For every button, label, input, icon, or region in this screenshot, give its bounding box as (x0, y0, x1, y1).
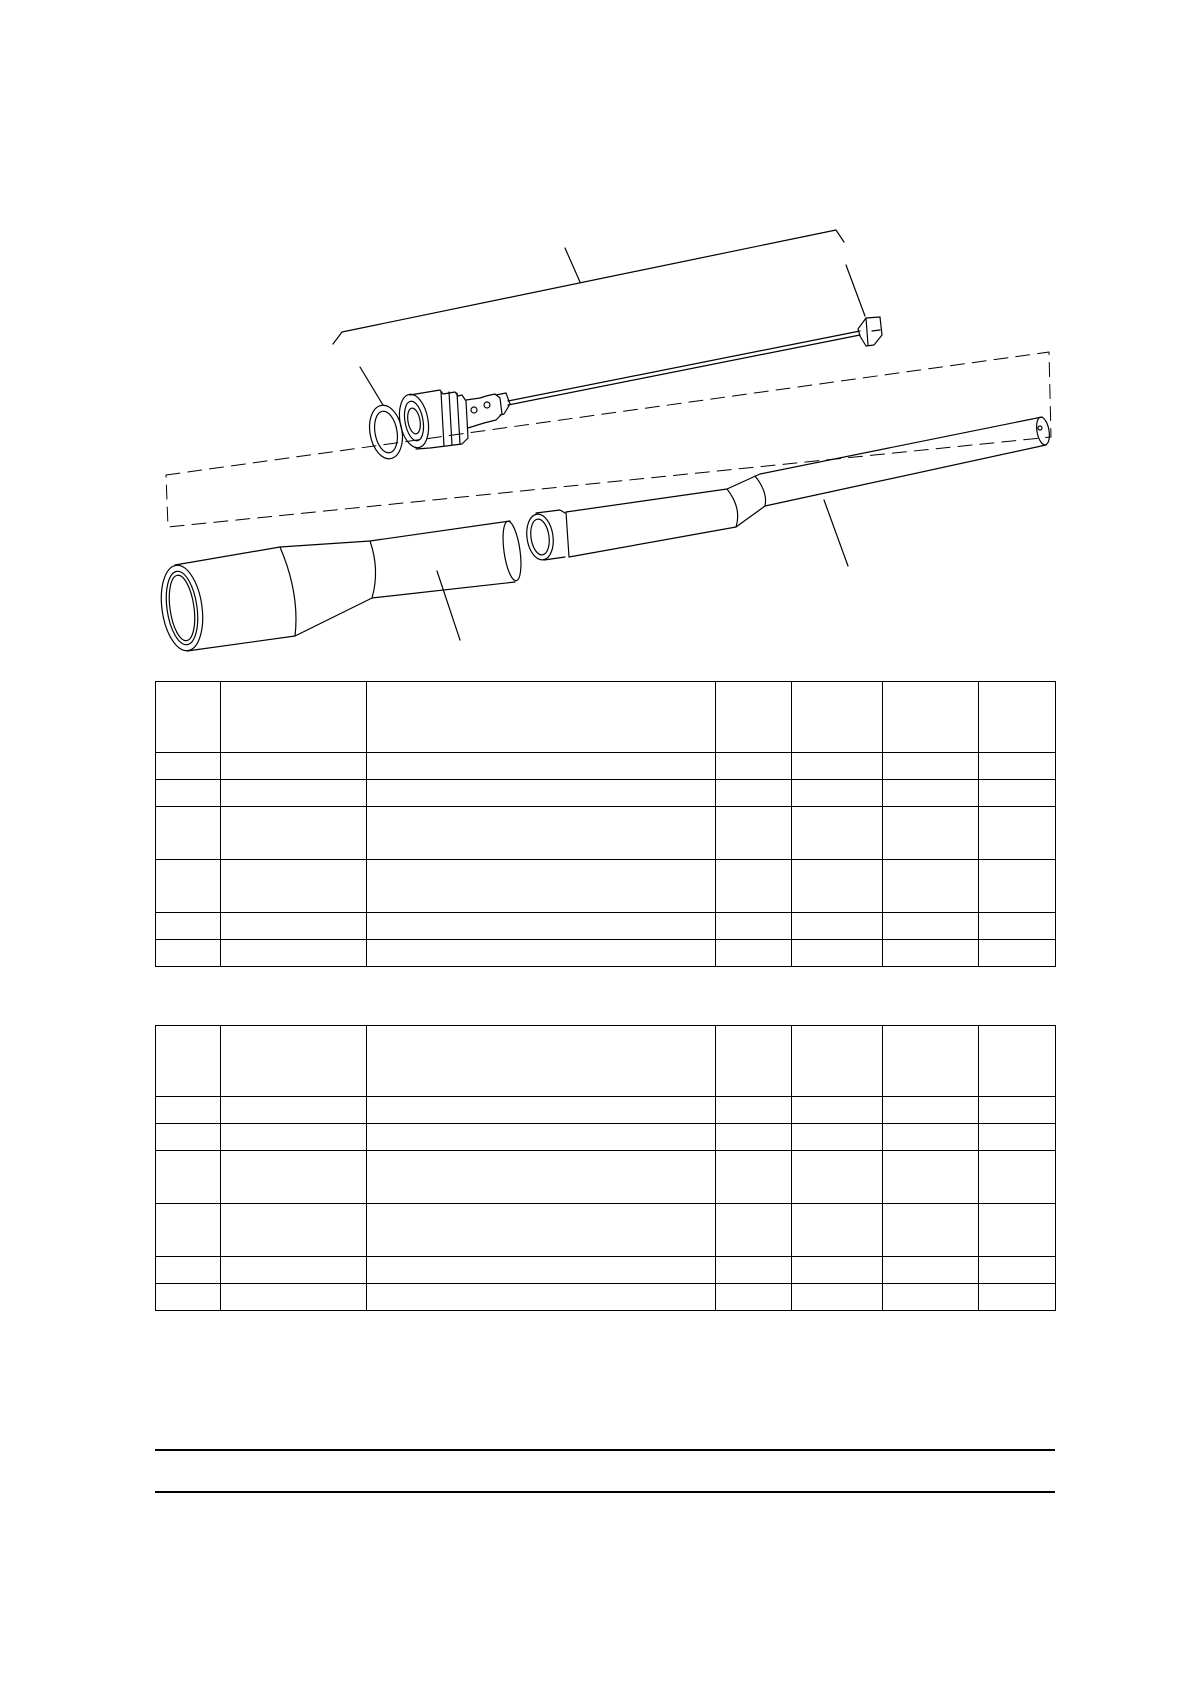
table-cell (979, 1097, 1056, 1124)
table-cell (716, 807, 792, 860)
table-cell (716, 913, 792, 940)
table-cell (792, 1151, 883, 1204)
table-body (156, 753, 1056, 967)
table-row (156, 1204, 1056, 1257)
table-cell (883, 780, 979, 807)
table-cell (883, 860, 979, 913)
rod (508, 331, 860, 405)
table-cell (221, 913, 367, 940)
table-cell (883, 753, 979, 780)
header-cell (883, 682, 979, 753)
table-cell (883, 1097, 979, 1124)
table-cell (792, 860, 883, 913)
table-cell (156, 913, 221, 940)
table-cell (221, 1151, 367, 1204)
table-cell (883, 1204, 979, 1257)
footer-rule-bottom (155, 1491, 1055, 1493)
dashed-outline (166, 352, 1051, 527)
header-cell (367, 1026, 716, 1097)
table-cell (979, 1257, 1056, 1284)
table-cell (979, 1124, 1056, 1151)
table-row (156, 940, 1056, 967)
parts-table-1 (155, 681, 1056, 967)
header-cell (221, 682, 367, 753)
table-cell (156, 860, 221, 913)
header-cell (156, 682, 221, 753)
header-cell (367, 682, 716, 753)
table-cell (367, 753, 716, 780)
table-cell (156, 807, 221, 860)
table-row (156, 1257, 1056, 1284)
table-cell (367, 1204, 716, 1257)
table-cell (792, 807, 883, 860)
table-cell (156, 1151, 221, 1204)
table-cell (716, 753, 792, 780)
footer-rule-top (155, 1449, 1055, 1451)
table-cell (979, 1204, 1056, 1257)
table-cell (883, 1284, 979, 1311)
table-cell (367, 1124, 716, 1151)
header-cell (716, 682, 792, 753)
table-cell (716, 860, 792, 913)
table-cell (367, 913, 716, 940)
table-cell (716, 780, 792, 807)
outer-tube (156, 520, 524, 653)
table-cell (221, 780, 367, 807)
table-cell (716, 1124, 792, 1151)
table-cell (156, 1097, 221, 1124)
table-cell (716, 940, 792, 967)
table-cell (792, 753, 883, 780)
table-row (156, 1097, 1056, 1124)
table-cell (883, 1124, 979, 1151)
table-cell (156, 753, 221, 780)
parts-table-2 (155, 1025, 1056, 1311)
table-cell (367, 1151, 716, 1204)
table-cell (221, 1097, 367, 1124)
table-cell (979, 780, 1056, 807)
table-cell (156, 1204, 221, 1257)
header-cell (792, 1026, 883, 1097)
table-cell (367, 860, 716, 913)
header-cell (716, 1026, 792, 1097)
header-cell (979, 682, 1056, 753)
table-cell (156, 940, 221, 967)
table-cell (716, 1204, 792, 1257)
table-cell (156, 1124, 221, 1151)
table-cell (367, 1284, 716, 1311)
table-row (156, 753, 1056, 780)
table-cell (367, 940, 716, 967)
table-cell (792, 1124, 883, 1151)
table-cell (979, 1284, 1056, 1311)
table-cell (792, 1284, 883, 1311)
table-cell (792, 1204, 883, 1257)
assembly-bracket (333, 230, 844, 344)
table-cell (883, 1257, 979, 1284)
table-cell (979, 913, 1056, 940)
table-cell (792, 1097, 883, 1124)
table-cell (792, 780, 883, 807)
header-cell (792, 682, 883, 753)
table-cell (156, 1284, 221, 1311)
header-cell (883, 1026, 979, 1097)
table-cell (716, 1284, 792, 1311)
table-cell (221, 860, 367, 913)
table-cell (716, 1257, 792, 1284)
table-cell (156, 1257, 221, 1284)
header-cell (156, 1026, 221, 1097)
table-cell (979, 1151, 1056, 1204)
table-body (156, 1097, 1056, 1311)
table-cell (221, 753, 367, 780)
table-cell (367, 807, 716, 860)
table-cell (979, 807, 1056, 860)
table-header-row (156, 1026, 1056, 1097)
table-cell (883, 1151, 979, 1204)
table-cell (979, 940, 1056, 967)
table-cell (883, 807, 979, 860)
table-row (156, 780, 1056, 807)
table-cell (221, 1204, 367, 1257)
header-cell (979, 1026, 1056, 1097)
table-cell (883, 940, 979, 967)
table-row (156, 1124, 1056, 1151)
table-cell (221, 1257, 367, 1284)
table-cell (792, 940, 883, 967)
table-cell (979, 753, 1056, 780)
table-row (156, 860, 1056, 913)
table-header-row (156, 682, 1056, 753)
table-row (156, 913, 1056, 940)
clip (846, 265, 882, 346)
table-cell (979, 860, 1056, 913)
table-cell (221, 1124, 367, 1151)
exploded-assembly-drawing (0, 0, 1190, 680)
table-row (156, 1284, 1056, 1311)
table-cell (367, 780, 716, 807)
table-row (156, 1151, 1056, 1204)
table-cell (883, 913, 979, 940)
table-cell (221, 807, 367, 860)
table-cell (716, 1151, 792, 1204)
table-cell (792, 913, 883, 940)
table-cell (716, 1097, 792, 1124)
table-cell (156, 780, 221, 807)
table-cell (367, 1257, 716, 1284)
header-cell (221, 1026, 367, 1097)
table-cell (367, 1097, 716, 1124)
table-row (156, 807, 1056, 860)
table-cell (221, 1284, 367, 1311)
table-cell (792, 1257, 883, 1284)
table-cell (221, 940, 367, 967)
inner-tube (524, 416, 1051, 566)
